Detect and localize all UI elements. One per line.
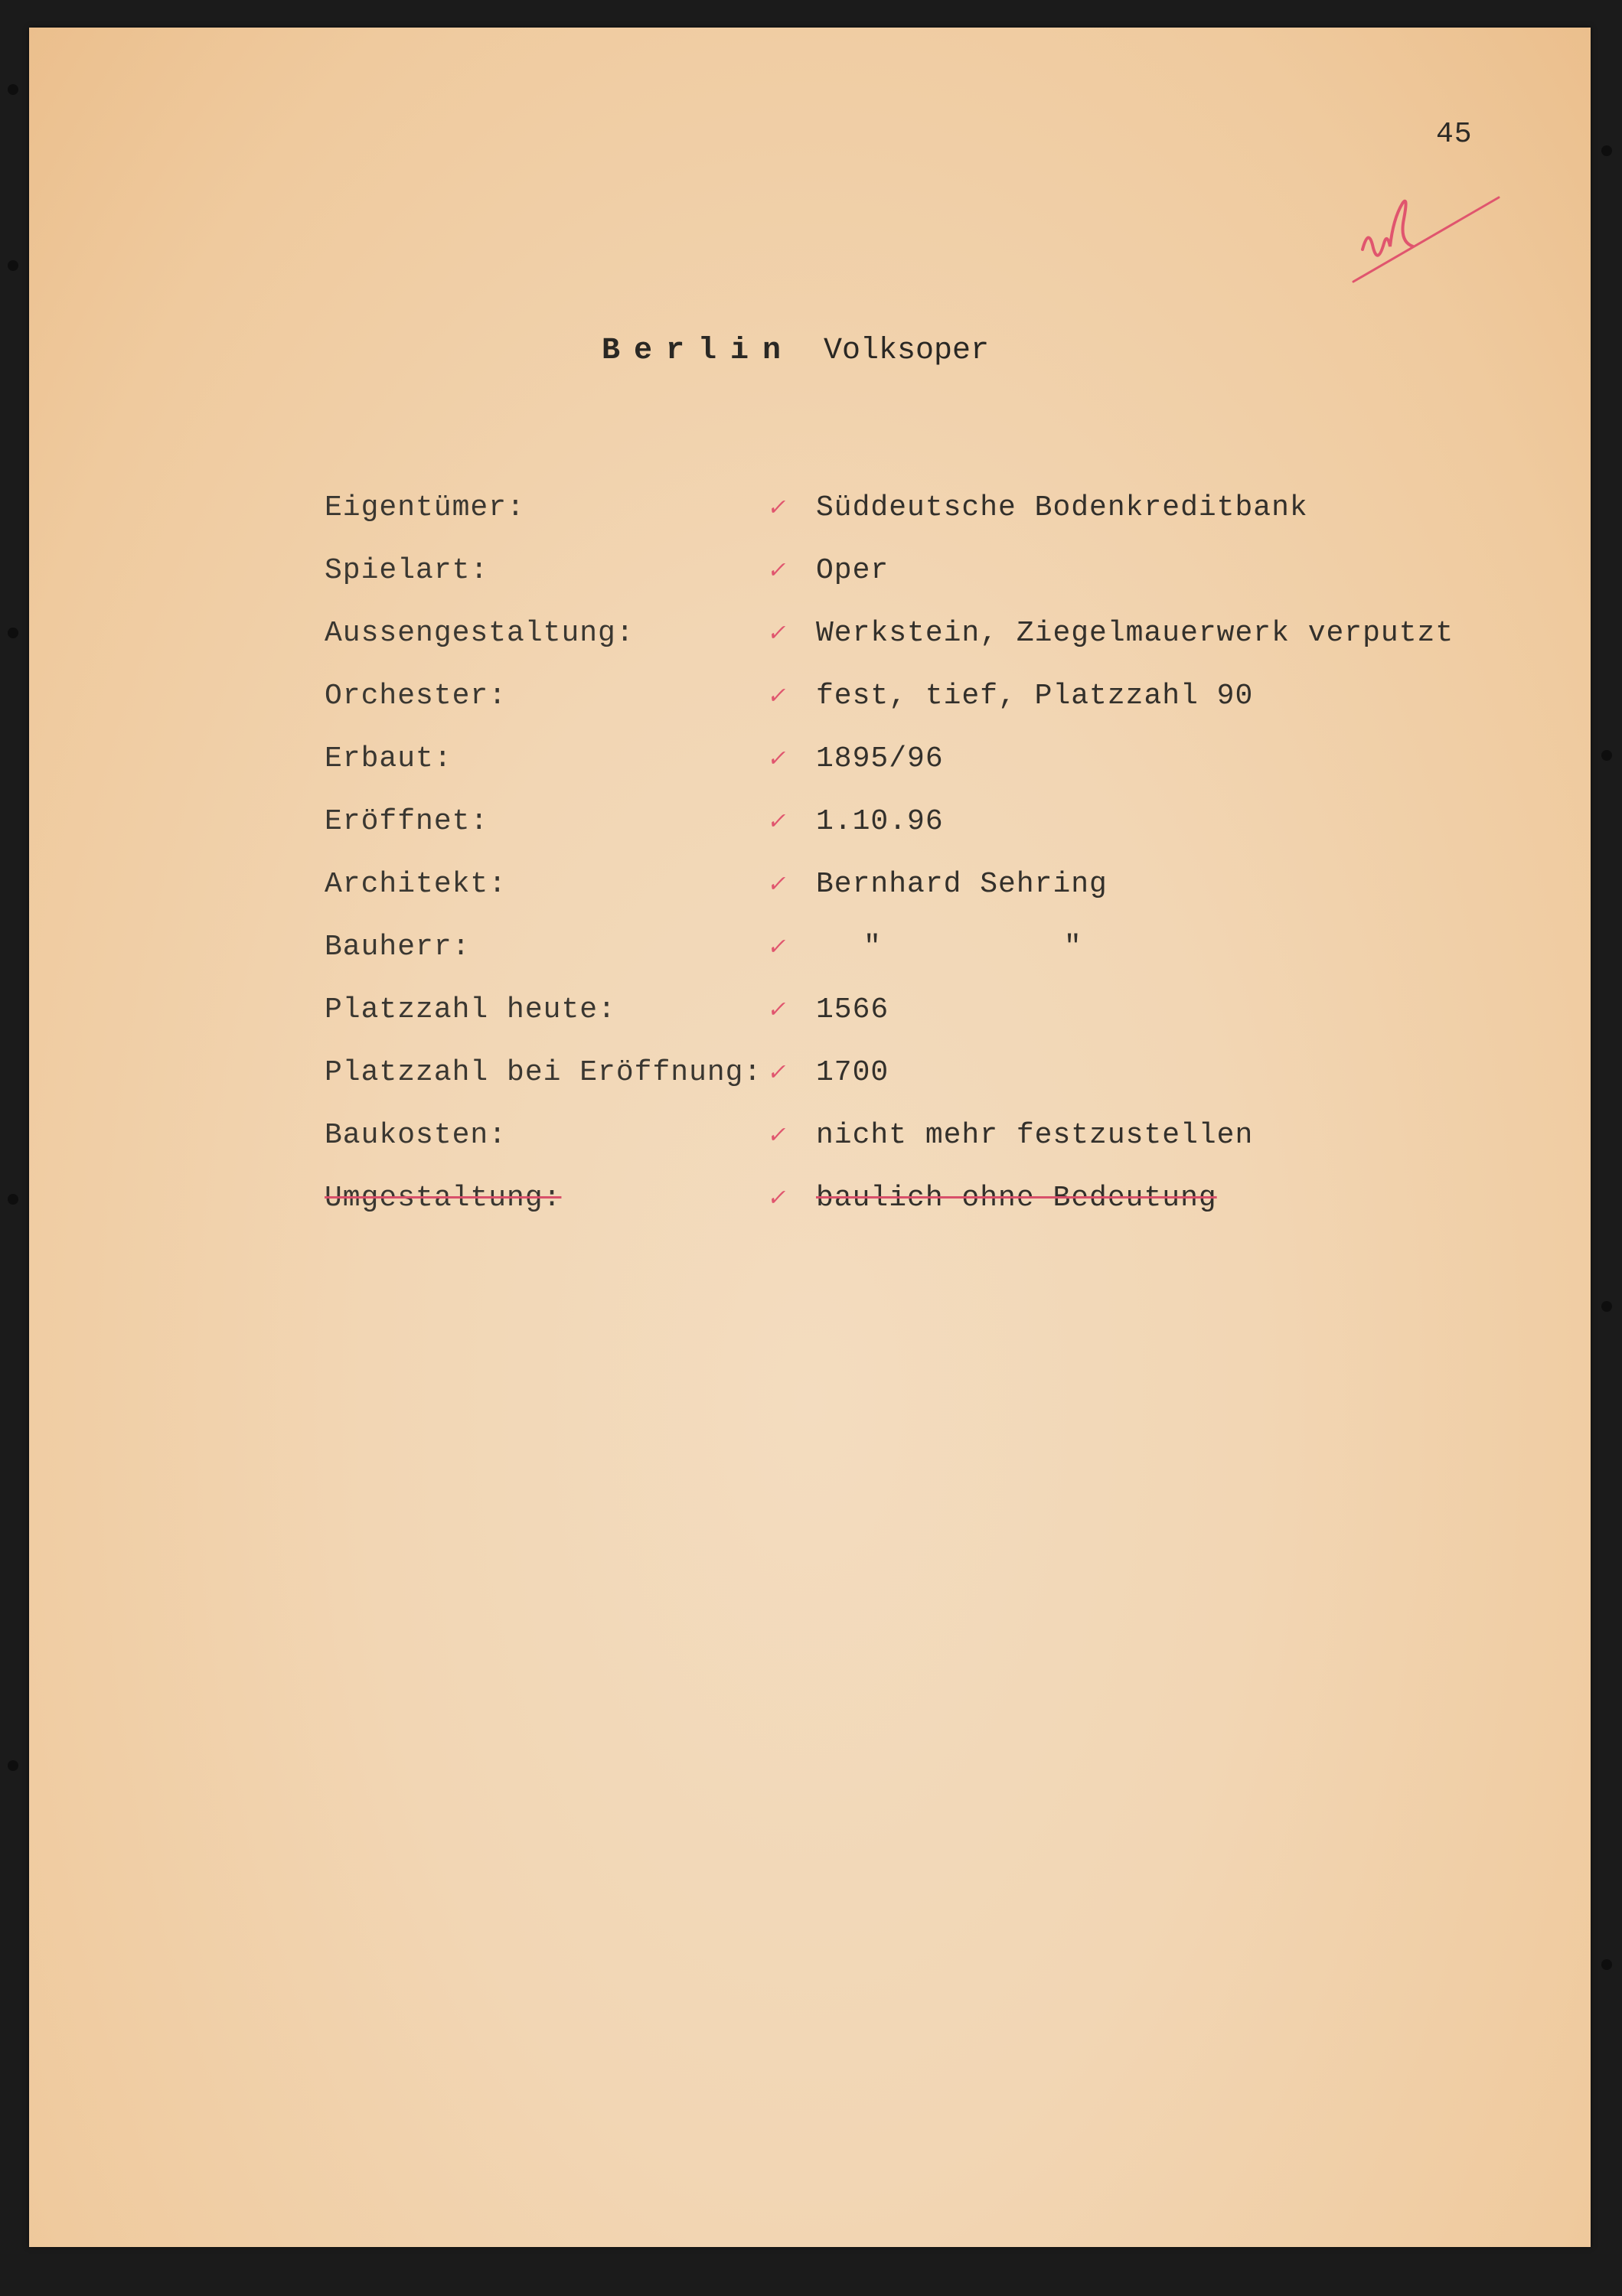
check-icon: ✓: [766, 808, 789, 837]
binder-hole: [1601, 145, 1612, 156]
row-value: " ": [863, 931, 1082, 964]
row-platzzahl-heute: [29, 993, 1591, 1039]
row-eroeffnet: [29, 805, 1591, 851]
row-value: Bernhard Sehring: [816, 868, 1108, 901]
binder-hole: [8, 1194, 18, 1205]
row-architekt: [29, 868, 1591, 914]
row-spielart: [29, 554, 1591, 600]
check-icon: ✓: [766, 1122, 789, 1151]
row-label: Platzzahl heute:: [325, 993, 616, 1026]
check-icon: ✓: [766, 1059, 789, 1088]
binder-hole: [1601, 1301, 1612, 1312]
binder-hole: [1601, 750, 1612, 761]
row-value-struck: baulich ohne Bedeutung: [816, 1182, 1217, 1215]
row-aussengestaltung: [29, 617, 1591, 663]
document-page: [29, 28, 1591, 2247]
row-value: 1.10.96: [816, 805, 944, 838]
binder-hole: [1601, 1959, 1612, 1970]
check-icon: ✓: [766, 871, 789, 900]
row-label: Spielart:: [325, 554, 489, 587]
row-value: 1895/96: [816, 742, 944, 775]
row-label: Platzzahl bei Eröffnung:: [325, 1056, 762, 1089]
check-icon: ✓: [766, 620, 789, 649]
binder-hole: [8, 84, 18, 95]
page-number: 45: [1436, 118, 1473, 151]
check-icon: ✓: [766, 683, 789, 712]
row-value: Oper: [816, 554, 889, 587]
row-platzzahl-eroeffnung: [29, 1056, 1591, 1102]
check-icon: ✓: [766, 1185, 789, 1214]
row-value: fest, tief, Platzzahl 90: [816, 680, 1254, 713]
row-value: 1700: [816, 1056, 889, 1089]
binder-hole: [8, 628, 18, 638]
check-icon: ✓: [766, 494, 789, 523]
row-orchester: [29, 680, 1591, 726]
row-umgestaltung: [29, 1182, 1591, 1228]
row-bauherr: [29, 931, 1591, 977]
document-title: [602, 334, 989, 368]
row-label: Orchester:: [325, 680, 507, 713]
row-label: Erbaut:: [325, 742, 452, 775]
binder-hole: [8, 1760, 18, 1771]
binder-hole: [8, 260, 18, 271]
row-value: 1566: [816, 993, 889, 1026]
check-icon: ✓: [766, 934, 789, 963]
check-icon: ✓: [766, 557, 789, 586]
row-label: Bauherr:: [325, 931, 471, 964]
row-erbaut: [29, 742, 1591, 788]
row-label: Eigentümer:: [325, 491, 525, 524]
title-city: Berlin: [602, 334, 795, 368]
row-eigentuemer: [29, 491, 1591, 537]
row-value: nicht mehr festzustellen: [816, 1119, 1254, 1152]
row-label: Baukosten:: [325, 1119, 507, 1152]
check-icon: ✓: [766, 996, 789, 1026]
row-label: Aussengestaltung:: [325, 617, 635, 650]
row-label: Architekt:: [325, 868, 507, 901]
row-label: Eröffnet:: [325, 805, 489, 838]
handwritten-initials: [1347, 173, 1500, 288]
row-value: Werkstein, Ziegelmauerwerk verputzt: [816, 617, 1454, 650]
row-value: Süddeutsche Bodenkreditbank: [816, 491, 1308, 524]
row-label-struck: Umgestaltung:: [325, 1182, 562, 1215]
check-icon: ✓: [766, 745, 789, 775]
title-theatre: Volksoper: [824, 334, 990, 368]
row-baukosten: [29, 1119, 1591, 1165]
